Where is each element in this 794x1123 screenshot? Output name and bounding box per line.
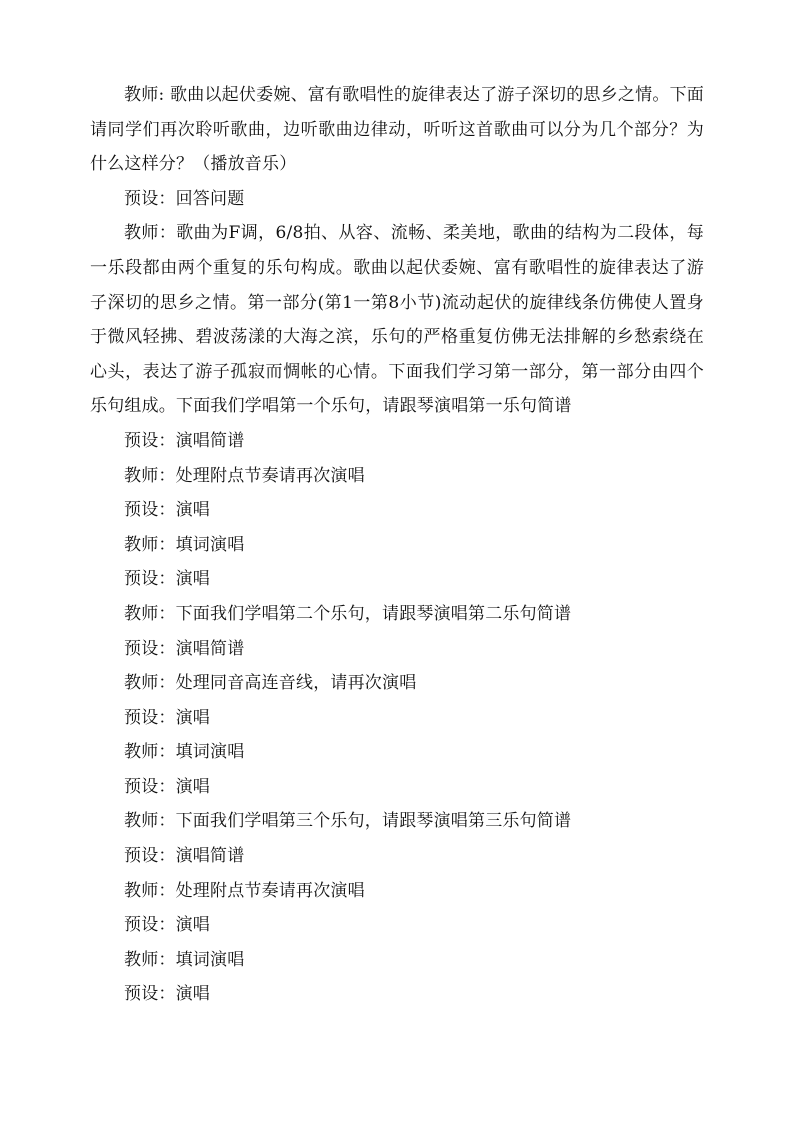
- paragraph-preset: 预设：演唱简谱: [124, 638, 245, 659]
- paragraph-preset: 预设：演唱简谱: [124, 846, 245, 867]
- paragraph-preset: 预设：演唱: [124, 984, 210, 1005]
- paragraph-teacher: 教师：填词演唱: [124, 534, 245, 555]
- paragraph-teacher: 教师：下面我们学唱第三个乐句，请跟琴演唱第三乐句简谱: [124, 811, 572, 832]
- paragraph-preset: 预设：演唱: [124, 569, 210, 590]
- paragraph-preset: 预设：演唱简谱: [124, 430, 245, 451]
- paragraph-teacher-intro: 教师: 歌曲以起伏委婉、富有歌唱性的旋律表达了游子深切的思乡之情。下面请同学们再次聆听歌曲，边听歌曲边律动，听听这首歌曲可以分为几个部分？为什么这样分？（播放音乐）: [90, 85, 704, 175]
- paragraph-teacher: 教师：处理附点节奏请再次演唱: [124, 465, 365, 486]
- paragraph-teacher: 教师：填词演唱: [124, 742, 245, 763]
- paragraph-teacher: 教师：处理附点节奏请再次演唱: [124, 880, 365, 901]
- paragraph-preset: 预设：演唱: [124, 915, 210, 936]
- paragraph-preset: 预设：演唱: [124, 776, 210, 797]
- paragraph-teacher: 教师：处理同音高连音线，请再次演唱: [124, 673, 417, 694]
- paragraph-preset: 预设：演唱: [124, 500, 210, 521]
- paragraph-preset: 预设：演唱: [124, 707, 210, 728]
- paragraph-teacher-analysis: 教师：歌曲为F调，6/8拍、从容、流畅、柔美地，歌曲的结构为二段体，每一乐段都由两个重复的乐句构成。歌曲以起伏委婉、富有歌唱性的旋律表达了游子深切的思乡之情。第一部分(第1一第8小节)流动起伏的旋律线条仿佛使人置身于微风轻拂、碧波荡漾的大海之滨，乐句的严格重复仿佛无法排解的乡愁索绕在心头，表达了游子孤寂而惆帐的心情。下面我们学习第一部分，第一部分由四个乐句组成。下面我们学唱第一个乐句，请跟琴演唱第一乐句简谱: [90, 223, 704, 417]
- paragraph-teacher: 教师：填词演唱: [124, 949, 245, 970]
- paragraph-teacher: 教师：下面我们学唱第二个乐句，请跟琴演唱第二乐句简谱: [124, 603, 572, 624]
- paragraph-preset-answer: 预设：回答问题: [124, 188, 245, 209]
